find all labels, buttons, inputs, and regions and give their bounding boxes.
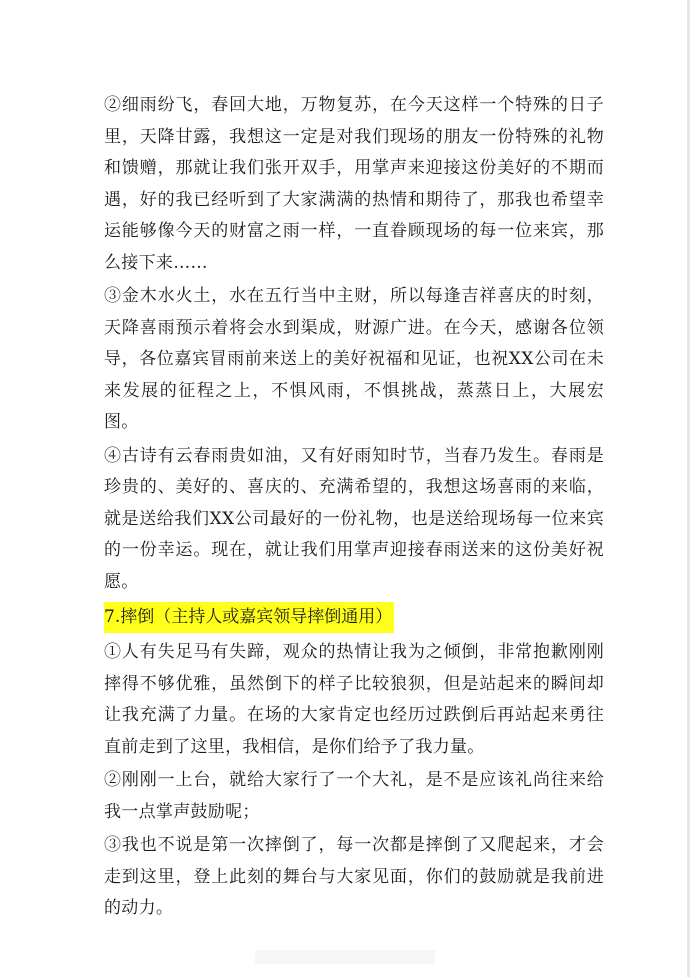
paragraph-fall-2: ②刚刚一上台，就给大家行了一个大礼，是不是应该礼尚往来给我一点掌声鼓励呢；: [104, 770, 604, 822]
document-body: [104, 90, 604, 927]
paragraph-fall-1: ①人有失足马有失蹄，观众的热情让我为之倾倒，非常抱歉刚刚摔得不够优雅，虽然倒下的样子比较狼狈，但是站起来的瞬间却让我充满了力量。在场的大家肯定也经历过跌倒后再站起来勇往直前走到了这里，我相信，是你们给予了我力量。: [104, 642, 604, 757]
faint-footer-mark: [255, 950, 435, 964]
paragraph-rain-4: ④古诗有云春雨贵如油，又有好雨知时节，当春乃发生。春雨是珍贵的、美好的、喜庆的、充满希望的，我想这场喜雨的来临，就是送给我们XX公司最好的一份礼物，也是送给现场每一位来宾的一份幸运。现在，就让我们用掌声迎接春雨送来的这份美好祝愿。: [104, 445, 604, 592]
section-heading-row: [104, 600, 604, 637]
paragraph-fall-3: ③我也不说是第一次摔倒了，每一次都是摔倒了又爬起来，才会走到这里，登上此刻的舞台与大家见面，你们的鼓励就是我前进的动力。: [104, 835, 604, 918]
paragraph-rain-3: ③金木水火土，水在五行当中主财，所以每逢吉祥喜庆的时刻，天降喜雨预示着将会水到渠成，财源广进。在今天，感谢各位领导，各位嘉宾冒雨前来送上的美好祝福和见证，也祝XX公司在未来发展的征程之上，不惧风雨，不惧挑战，蒸蒸日上，大展宏图。: [104, 286, 604, 432]
paragraph-rain-2: ②细雨纷飞，春回大地，万物复苏，在今天这样一个特殊的日子里，天降甘露，我想这一定是对我们现场的朋友一份特殊的礼物和馈赠，那就让我们张开双手，用掌声来迎接这份美好的不期而遇，好的我已经听到了大家满满的热情和期待了，那我也希望幸运能够像今天的财富之雨一样，一直眷顾现场的每一位来宾，那么接下来……: [104, 95, 604, 273]
section-heading-highlighted: 7.摔倒（主持人或嘉宾领导摔倒通用）: [104, 602, 394, 633]
